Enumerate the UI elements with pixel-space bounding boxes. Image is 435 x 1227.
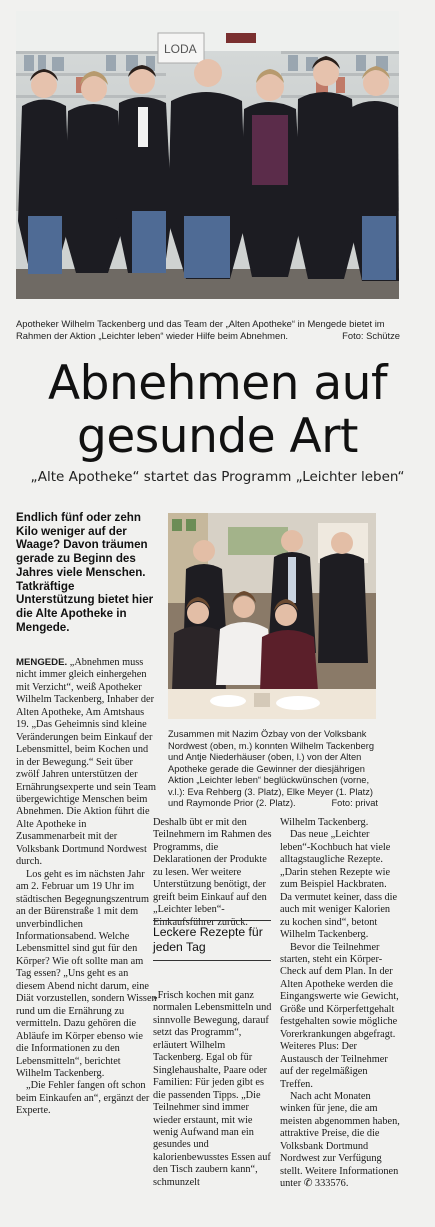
winners-photo-caption — [168, 729, 378, 810]
subheading-box: Leckere Rezepte für jeden Tag — [153, 920, 271, 961]
top-photo-caption-text: Apotheker Wilhelm Tackenberg und das Team der „Alten Apotheke“ in Mengede bietet im Rahmen der Aktion „Leichter leben“ wieder Hilfe beim Abnehmen. — [16, 318, 385, 341]
subheadline: „Alte Apotheke“ startet das Programm „Leichter leben“ — [30, 469, 405, 485]
shop-sign-text: LODA — [164, 42, 197, 56]
winners-photo-credit: Foto: privat — [331, 798, 378, 808]
column-3-paragraph-3: Bevor die Teilnehmer starten, steht ein Körper-Check auf dem Plan. In der Alten Apotheke werden die Eingangswerte wie Gewicht, Größe und Körperfettgehalt festgehalten sowie mögliche Vorerkrankungen abgefragt. Weiteres Plus: Der Austausch der Teilnehmer auf der regelmäßigen Treffen. — [280, 941, 399, 1090]
article-column-1 — [16, 657, 157, 1118]
winners-photo — [168, 513, 376, 719]
column-1-paragraph-1 — [16, 657, 157, 869]
top-photo-credit: Foto: Schütze — [342, 329, 400, 341]
article-column-3 — [280, 817, 400, 1191]
team-photo — [16, 11, 399, 299]
article-column-2-continued — [153, 990, 272, 1189]
dateline: MENGEDE. — [16, 657, 68, 668]
headline-line-1: Abnehmen auf — [47, 356, 388, 411]
column-3-paragraph-4: Nach acht Monaten winken für jene, die am meisten abgenommen haben, attraktive Preise, die die Volksbank Dortmund Nordwest zur Verfügung stellt. Weitere Informationen unter ✆ 333576. — [280, 1090, 400, 1190]
column-3-paragraph-1: Wilhelm Tackenberg. — [280, 817, 369, 828]
column-2-paragraph-2: „Frisch kochen mit ganz normalen Lebensmitteln und sinnvolle Bewegung, darauf setzt das Programm“, erläutert Wilhelm Tackenberg. Egal ob für Singlehaushalte, Paare oder Familien: Für jeden gibt es die passenden Tipps. „Die Teilnehmer sind immer wieder erstaunt, mit wie wenig Aufwand man ein gesundes und kalorienbewusstes Essen auf den Tisch zaubern kann“, schmunzelt — [153, 990, 272, 1188]
winners-caption-text: Zusammen mit Nazim Özbay von der Volksbank Nordwest (oben, m.) konnten Wilhelm Tackenberg und Antje Niederhäuser (oben, l.) von der Alten Apotheke gerade die Gewinner der diesjährigen Aktion „Leichter leben“ beglückwünschen (vorne, v.l.): Eva Rehberg (3. Platz), Elke Meyer (1. Platz) und Raymonde Prior (2. Platz). — [168, 729, 375, 808]
article-column-2 — [153, 817, 272, 929]
column-2-paragraph-1: Deshalb übt er mit den Teilnehmern im Rahmen des Programms, die Deklarationen der Produkte zu lesen. Wer weitere Unterstützung benötigt, der greift beim Einkauf auf den „Leichter leben“-Einkaufsführer zurück. — [153, 817, 272, 928]
column-1-paragraph-2: Los geht es im nächsten Jahr am 2. Februar um 19 Uhr im städtischen Begegnungszentrum an der Bürenstraße 1 mit dem unverbindlichen Informationsabend. Welche Lebensmittel sind gut für den Körper? Wie oft sollte man am Tag essen? „Uns geht es an diesem Abend nicht darum, eine Diät vorzustellen, sondern Wissen rund um die Ernährung zu vermitteln. Dazu gehören die Abläufe im Körper ebenso wie die Informationen zu den Lebensmitteln“, berichtet Wilhelm Tackenberg. — [16, 868, 157, 1079]
column-3-paragraph-2: Das neue „Leichter leben“-Kochbuch hat viele alltagstaugliche Rezepte. „Darin stehen Rezepte wie zum Beispiel Hackbraten. Da vermutet keiner, dass die auch mit weniger Kalorien zu kochen sind“, betont Wilhelm Tackenberg. — [280, 829, 398, 941]
lead-paragraph: Endlich fünf oder zehn Kilo weniger auf der Waage? Davon träumen gerade zu Beginn des Jahres viele Menschen. Tatkräftige Unterstützung bietet hier die Alte Apotheke in Mengede. — [16, 511, 154, 634]
column-1-paragraph-3: „Die Fehler fangen oft schon beim Einkaufen an“, ergänzt der Experte. — [16, 1080, 150, 1117]
headline-line-2: gesunde Art — [77, 409, 358, 464]
column-1-paragraph-1-text: „Abnehmen muss nicht immer gleich einhergehen mit Verzicht“, weiß Apotheker Wilhelm Tackenberg, Inhaber der Alten Apotheke, Am Amtshaus 19. „Das Geheimnis sind kleine Veränderungen beim Einkauf der Lebensmittel, beim Kochen und in der Bewegung.“ Seit über zwölf Jahren unterstützen der Ernährungsexperte und sein Team übergewichtige Menschen beim Abnehmen. Die Aktion führt die Alte Apotheke in Zusammenarbeit mit der Volksbank Dortmund Nordwest durch. — [16, 657, 157, 868]
top-photo-caption — [16, 318, 400, 341]
